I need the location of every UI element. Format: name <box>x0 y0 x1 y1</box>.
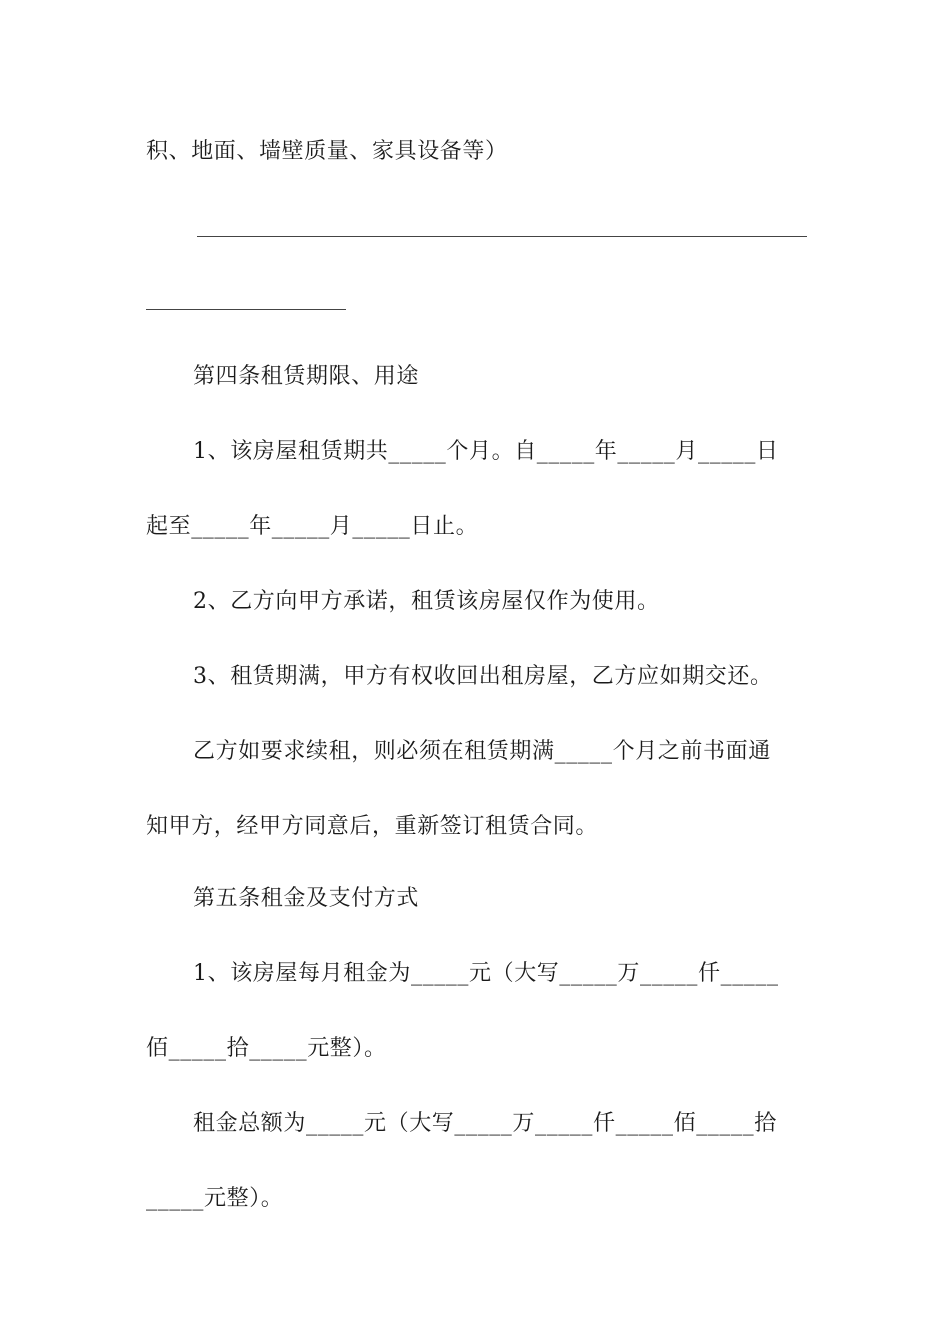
clause-4-1-line-1: 1、该房屋租赁期共_____个月。自_____年_____月_____日 <box>193 439 779 464</box>
renewal-line-1: 乙方如要求续租，则必须在租赁期满_____个月之前书面通 <box>193 739 771 764</box>
renewal-line-2: 知甲方，经甲方同意后，重新签订租赁合同。 <box>146 814 599 839</box>
total-rent-line-1: 租金总额为_____元（大写_____万_____仟_____佰_____拾 <box>193 1111 777 1136</box>
clause-4-1-line-2: 起至_____年_____月_____日止。 <box>146 514 479 539</box>
article-four-heading: 第四条租赁期限、用途 <box>193 364 420 389</box>
total-rent-line-2: _____元整）。 <box>146 1186 284 1211</box>
clause-4-3: 3、租赁期满，甲方有权收回出租房屋，乙方应如期交还。 <box>193 664 773 689</box>
clause-5-1-line-1: 1、该房屋每月租金为_____元（大写_____万_____仟_____ <box>193 961 779 986</box>
clause-4-2: 2、乙方向甲方承诺，租赁该房屋仅作为使用。 <box>193 589 660 614</box>
article-five-heading: 第五条租金及支付方式 <box>193 886 420 911</box>
blank-fill-line-short <box>146 309 346 310</box>
text-line-features: 积、地面、墙壁质量、家具设备等） <box>146 139 508 164</box>
clause-5-1-line-2: 佰_____拾_____元整）。 <box>146 1036 387 1061</box>
blank-fill-line-long <box>197 236 807 237</box>
